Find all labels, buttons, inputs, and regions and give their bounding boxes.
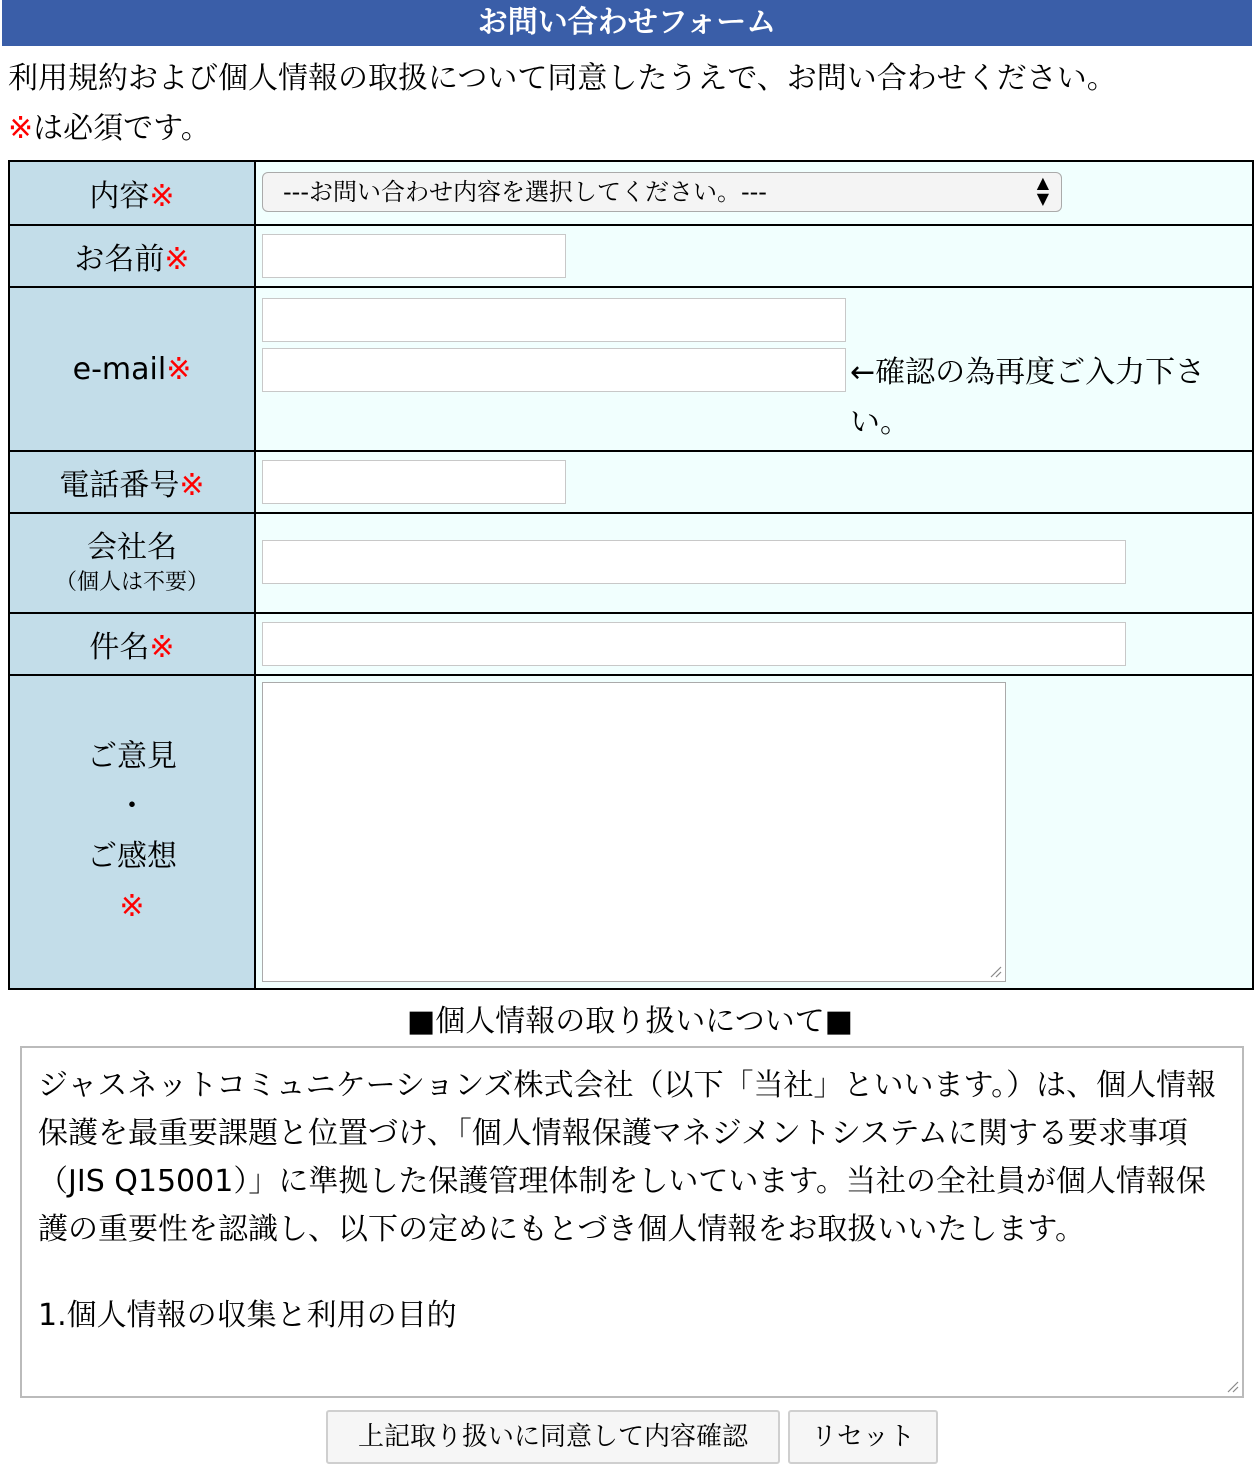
label-opinion bbox=[9, 675, 255, 989]
label-subject-text: 件名 bbox=[89, 630, 150, 665]
field-phone bbox=[255, 451, 1253, 513]
row-company bbox=[9, 513, 1253, 613]
privacy-text bbox=[38, 1062, 1218, 1340]
label-phone bbox=[9, 451, 255, 513]
required-mark: ※ bbox=[8, 111, 34, 146]
contact-form-table bbox=[8, 160, 1254, 990]
label-name-text: お名前 bbox=[74, 242, 165, 277]
label-opinion-text: ご意見 bbox=[87, 739, 177, 774]
resize-grip-icon[interactable] bbox=[988, 964, 1002, 978]
label-company-text: 会社名 bbox=[87, 530, 177, 565]
content-select[interactable] bbox=[262, 172, 1062, 212]
field-email bbox=[255, 287, 1253, 451]
intro-line2 bbox=[8, 104, 1117, 154]
field-opinion bbox=[255, 675, 1253, 989]
required-mark: ※ bbox=[179, 468, 205, 503]
form-title: お問い合わせフォーム bbox=[2, 0, 1252, 46]
required-mark: ※ bbox=[164, 242, 190, 277]
field-company bbox=[255, 513, 1253, 613]
field-content bbox=[255, 161, 1253, 225]
email-confirm-input[interactable] bbox=[262, 348, 846, 392]
required-mark: ※ bbox=[149, 630, 175, 665]
label-opinion-separator: ・ bbox=[117, 789, 147, 824]
opinion-textarea[interactable] bbox=[262, 682, 1006, 982]
label-name bbox=[9, 225, 255, 287]
field-subject bbox=[255, 613, 1253, 675]
company-input[interactable] bbox=[262, 540, 1126, 584]
label-phone-text: 電話番号 bbox=[59, 468, 180, 503]
reset-button[interactable]: リセット bbox=[788, 1410, 938, 1464]
resize-grip-icon[interactable] bbox=[1225, 1379, 1239, 1393]
row-name bbox=[9, 225, 1253, 287]
row-email bbox=[9, 287, 1253, 451]
field-name bbox=[255, 225, 1253, 287]
label-content bbox=[9, 161, 255, 225]
content-select-value: ---お問い合わせ内容を選択してください。--- bbox=[283, 178, 767, 206]
required-mark: ※ bbox=[149, 179, 175, 214]
select-arrows-icon: ▲ ▼ bbox=[1036, 173, 1049, 208]
email-confirm-note bbox=[850, 348, 1222, 448]
row-content bbox=[9, 161, 1253, 225]
privacy-paragraph: ジャスネットコミュニケーションズ株式会社（以下「当社」といいます。）は、個人情報保護を最重要課題と位置づけ、「個人情報保護マネジメントシステムに関する要求事項（JIS Q15001）」に準拠した保護管理体制をしいています。当社の全社員が個人情報保護の重要性を認識し、以下の定めにもとづき個人情報をお取扱いいたします。 bbox=[38, 1068, 1217, 1247]
label-company bbox=[9, 513, 255, 613]
required-mark: ※ bbox=[119, 889, 145, 924]
subject-input[interactable] bbox=[262, 622, 1126, 666]
name-input[interactable] bbox=[262, 234, 566, 278]
required-mark: ※ bbox=[166, 351, 192, 387]
row-opinion bbox=[9, 675, 1253, 989]
privacy-policy-box[interactable] bbox=[20, 1046, 1244, 1398]
label-company-sub: （個人は不要） bbox=[54, 570, 209, 595]
email-input[interactable] bbox=[262, 298, 846, 342]
label-content-text: 内容 bbox=[89, 179, 150, 214]
privacy-title: ■個人情報の取り扱いについて■ bbox=[406, 1004, 854, 1039]
email-confirm-note-text: ←確認の為再度ご入力下さい。 bbox=[850, 355, 1206, 440]
intro-line1: 利用規約および個人情報の取扱について同意したうえで、お問い合わせください。 bbox=[8, 61, 1117, 96]
confirm-button[interactable]: 上記取り扱いに同意して内容確認 bbox=[326, 1410, 780, 1464]
intro-text bbox=[8, 54, 1117, 154]
label-email-text: e-mail bbox=[72, 351, 167, 387]
label-subject bbox=[9, 613, 255, 675]
label-email bbox=[9, 287, 255, 451]
label-impression-text: ご感想 bbox=[87, 839, 177, 874]
privacy-section-1: 1.個人情報の収集と利用の目的 bbox=[38, 1298, 457, 1333]
phone-input[interactable] bbox=[262, 460, 566, 504]
row-phone bbox=[9, 451, 1253, 513]
intro-required-note: は必須です。 bbox=[33, 111, 211, 146]
row-subject bbox=[9, 613, 1253, 675]
